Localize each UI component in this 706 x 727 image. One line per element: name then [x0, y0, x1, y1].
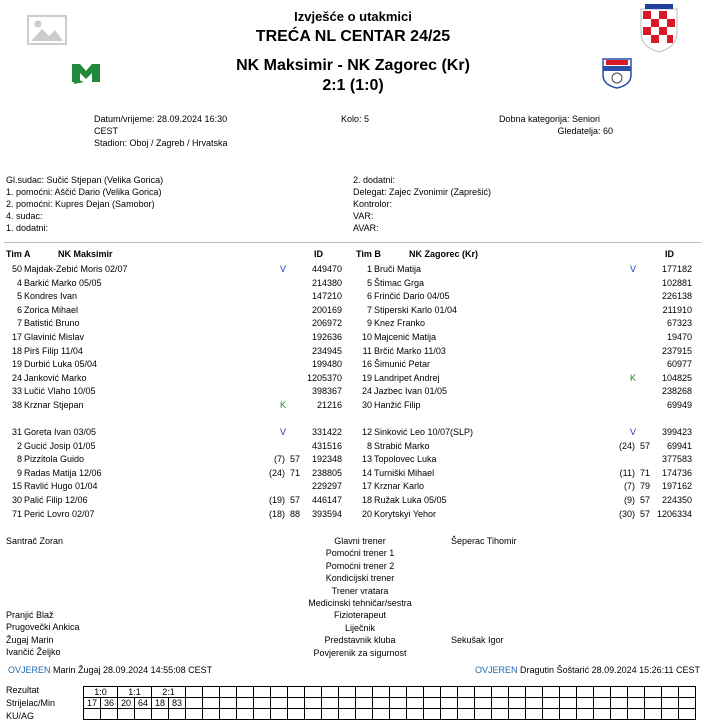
score-grid-cell [662, 687, 679, 698]
player-role-mark: K [630, 372, 637, 383]
staff-role: Pomoćni trener 1 [325, 548, 395, 559]
player-number: 24 [361, 386, 372, 397]
player-number: 24 [11, 372, 22, 383]
official-right: VAR: [353, 211, 374, 221]
score-grid-cell [645, 698, 662, 709]
staff-left-fizio: Pranjić Blaž [6, 610, 54, 620]
player-name: Strabić Marko [374, 440, 430, 451]
score-grid-cell [339, 687, 356, 698]
player-number: 30 [361, 400, 372, 410]
score-grid-cell [543, 687, 560, 698]
score-grid-cell [220, 709, 237, 720]
player-number: 4 [16, 277, 22, 288]
staff-role: Medicinski tehničar/sestra [308, 598, 412, 608]
staff-right-trener: Šeperac Tihomir [451, 536, 517, 546]
official-right: Delegat: Zajec Zvonimir (Zaprešić) [353, 187, 492, 197]
score-grid-cell [203, 687, 220, 698]
verified-tag-left: OVJEREN [8, 665, 51, 675]
score-grid-cell [577, 698, 594, 709]
player-number: 6 [16, 304, 22, 315]
player-number: 14 [361, 467, 372, 478]
staff-left-predstavnik: Žugaj Marin [6, 635, 54, 645]
staff-role: Povjerenik za sigurnost [313, 647, 407, 658]
score-grid-cell [560, 687, 577, 698]
player-sub-minute: (30) 57 [618, 508, 650, 519]
score-grid-cell [390, 698, 407, 709]
score-grid-cell [152, 709, 169, 720]
player-name: Zorica Mihael [24, 304, 79, 315]
player-name: Hanžić Filip [374, 400, 421, 410]
score-grid-cell [458, 687, 475, 698]
score-grid-cell [492, 698, 509, 709]
score-grid-cell [203, 709, 220, 720]
player-name: Šimunić Petar [374, 359, 431, 370]
player-id: 206972 [311, 318, 342, 329]
player-name: Topolovec Luka [374, 454, 437, 465]
player-role-mark: V [630, 427, 637, 437]
score-grid-cell [339, 698, 356, 709]
staff-role: Fizioterapeut [333, 610, 387, 621]
player-number: 13 [361, 454, 372, 465]
player-name: Jazbec Ivan 01/05 [374, 386, 448, 397]
player-number: 12 [361, 427, 372, 437]
player-name: Perić Lovro 02/07 [24, 508, 95, 519]
player-role-mark: V [630, 264, 637, 274]
player-id: 226138 [661, 291, 692, 302]
score-grid-cell [407, 709, 424, 720]
footer-label-scorer: Strijelac/Min [6, 698, 56, 708]
score-grid-cell [645, 687, 662, 698]
score-grid-cell [373, 687, 390, 698]
player-id: 19470 [666, 332, 692, 342]
player-id: 177182 [661, 264, 692, 274]
player-number: 18 [361, 495, 372, 505]
score-grid-cell [492, 687, 509, 698]
player-number: 5 [366, 277, 372, 288]
player-sub-minute: (24) 57 [618, 440, 650, 451]
player-role-mark: K [280, 400, 287, 410]
player-id: 431516 [311, 440, 342, 451]
player-name: Gucić Josip 01/05 [24, 440, 96, 451]
player-number: 6 [366, 291, 372, 302]
staff-role: Predstavnik kluba [324, 635, 396, 646]
score-grid-cell [254, 709, 271, 720]
footer-label-kuag: KU/AG [6, 711, 35, 721]
player-id: 199480 [311, 359, 342, 370]
score-grid-cell [305, 687, 322, 698]
player-sub-minute: (11) 71 [619, 467, 650, 478]
official-left: 1. pomoćni: Aščić Dario (Velika Gorica) [6, 187, 162, 197]
player-sub-minute: (7) 79 [623, 481, 650, 492]
player-id: 399423 [661, 427, 692, 437]
match-score: 2:1 (1:0) [322, 77, 384, 94]
score-grid-cell [186, 698, 203, 709]
player-number: 15 [11, 481, 22, 492]
verified-text-right: Dragutin Šoštarić 28.09.2024 15:26:11 CEST [520, 665, 700, 675]
player-id: 331422 [311, 427, 342, 437]
player-number: 31 [11, 427, 22, 437]
player-id: 398367 [311, 386, 342, 397]
player-name: Krznar Stjepan [24, 400, 84, 410]
score-grid-cell [237, 698, 254, 709]
score-grid-cell [509, 698, 526, 709]
player-name: Korytskyi Yehor [374, 508, 437, 519]
score-grid-cell [526, 709, 543, 720]
official-right: AVAR: [353, 223, 379, 233]
spectators: Gledatelja: 60 [557, 126, 613, 136]
player-name: Turniški Mihael [374, 467, 435, 478]
score-grid-cell [560, 709, 577, 720]
team-a-id-header: ID [314, 249, 323, 259]
score-grid-cell [220, 698, 237, 709]
player-sub-minute: (7) 57 [273, 454, 300, 465]
team-a-label: Tim A [6, 249, 31, 259]
player-name: Lučić Vlaho 10/05 [24, 386, 96, 397]
score-grid-row [84, 687, 696, 698]
score-grid-cell [390, 687, 407, 698]
player-name: Barkić Marko 05/05 [24, 277, 102, 288]
player-number: 1 [366, 264, 372, 274]
player-id: 197162 [661, 481, 692, 492]
score-grid-cell [288, 709, 305, 720]
player-id: 237915 [661, 345, 692, 356]
score-grid-cell: 36 [101, 698, 118, 709]
score-grid-cell [645, 709, 662, 720]
staff-right-predstavnik: Sekušak Igor [451, 635, 504, 645]
match-teams: NK Maksimir - NK Zagorec (Kr) [236, 57, 470, 74]
player-name: Knez Franko [374, 318, 426, 329]
player-id: 174736 [661, 467, 692, 478]
official-left: 2. pomoćni: Kupres Dejan (Samobor) [6, 199, 155, 209]
score-grid [83, 686, 696, 720]
score-grid-cell: 83 [169, 698, 186, 709]
score-grid-cell: 2:1 [152, 687, 186, 698]
player-role-mark: V [280, 264, 287, 274]
score-grid-cell [628, 709, 645, 720]
player-name: Glavinić Mislav [24, 332, 85, 342]
player-name: Radas Matija 12/06 [24, 467, 102, 478]
staff-left-povjerenik: Ivančić Željko [6, 647, 61, 657]
player-id: 21216 [316, 400, 342, 410]
player-number: 17 [11, 332, 22, 342]
player-id: 200169 [311, 304, 342, 315]
player-name: Sinković Leo 10/07(SLP) [374, 427, 474, 437]
score-grid-cell [305, 709, 322, 720]
score-grid-cell [594, 687, 611, 698]
score-grid-cell [611, 698, 628, 709]
score-grid-cell [237, 687, 254, 698]
player-number: 50 [11, 264, 22, 274]
player-number: 16 [361, 359, 372, 370]
official-left: Gl.sudac: Sučić Stjepan (Velika Gorica) [6, 175, 164, 185]
score-grid-cell: 20 [118, 698, 135, 709]
player-number: 9 [16, 467, 22, 478]
player-number: 9 [366, 318, 372, 329]
player-sub-minute: (24) 71 [268, 467, 300, 478]
score-grid-cell [186, 687, 203, 698]
player-id: 104825 [661, 372, 692, 383]
team-b-label: Tim B [356, 249, 381, 259]
score-grid-cell [373, 709, 390, 720]
score-grid-cell: 64 [135, 698, 152, 709]
official-right: Kontrolor: [353, 199, 393, 209]
player-number: 8 [366, 440, 372, 451]
score-grid-cell [220, 687, 237, 698]
match-datetime: Datum/vrijeme: 28.09.2024 16:30 [94, 114, 228, 124]
score-grid-cell [543, 709, 560, 720]
player-number: 5 [16, 291, 22, 302]
score-grid-cell [424, 709, 441, 720]
player-name: Stiperski Karlo 01/04 [374, 304, 458, 315]
player-name: Landripet Andrej [374, 372, 440, 383]
player-sub-minute: (9) 57 [623, 495, 650, 505]
score-grid-cell [577, 687, 594, 698]
score-grid-cell [424, 698, 441, 709]
player-name: Pirš Filip 11/04 [24, 345, 83, 356]
score-grid-cell: 18 [152, 698, 169, 709]
player-id: 446147 [311, 495, 342, 505]
report-title: Izvješće o utakmici [294, 9, 412, 24]
player-name: Batistić Bruno [24, 318, 80, 329]
staff-role: Liječnik [344, 622, 375, 633]
staff-role: Pomoćni trener 2 [325, 560, 395, 571]
player-number: 7 [366, 304, 372, 315]
score-grid-cell [594, 709, 611, 720]
score-grid-cell [356, 709, 373, 720]
score-grid-cell [356, 687, 373, 698]
score-grid-cell [339, 709, 356, 720]
player-name: Durbić Luka 05/04 [24, 359, 98, 370]
team-b-id-header: ID [665, 249, 674, 259]
verification-left [8, 664, 212, 676]
player-id: 449470 [311, 264, 342, 274]
score-grid-cell [458, 698, 475, 709]
verified-text-left: Marin Žugaj 28.09.2024 14:55:08 CEST [53, 665, 213, 675]
player-id: 211910 [662, 304, 692, 315]
player-name: Janković Marko [24, 372, 87, 383]
player-name: Goreta Ivan 03/05 [24, 427, 97, 437]
score-grid-cell [543, 698, 560, 709]
player-id: 192636 [311, 332, 342, 342]
player-number: 8 [16, 454, 22, 465]
score-grid-cell [203, 698, 220, 709]
score-grid-cell [577, 709, 594, 720]
score-grid-cell [322, 687, 339, 698]
score-grid-cell: 1:1 [118, 687, 152, 698]
score-grid-cell [679, 687, 696, 698]
score-grid-cell [186, 709, 203, 720]
player-name: Ružak Luka 05/05 [374, 495, 447, 505]
score-grid-cell [458, 709, 475, 720]
official-right: 2. dodatni: [353, 175, 396, 185]
score-grid-cell [475, 687, 492, 698]
score-grid-cell [135, 709, 152, 720]
score-grid-cell [237, 709, 254, 720]
score-grid-cell [628, 698, 645, 709]
player-sub-minute: (18) 88 [268, 508, 300, 519]
player-id: 1205370 [306, 372, 342, 383]
score-grid-cell [288, 687, 305, 698]
player-name: Štimac Grga [374, 277, 425, 288]
score-grid-cell [322, 698, 339, 709]
score-grid-row [84, 709, 696, 720]
player-id: 60977 [666, 359, 692, 370]
score-grid-row [84, 698, 696, 709]
score-grid-cell [526, 687, 543, 698]
score-grid-cell [390, 709, 407, 720]
match-stadium: Stadion: Oboj / Zagreb / Hrvatska [94, 138, 228, 148]
staff-role: Trener vratara [331, 585, 389, 596]
league-title: TREĆA NL CENTAR 24/25 [255, 28, 451, 45]
player-id: 102881 [661, 277, 692, 288]
score-grid-cell [169, 709, 186, 720]
score-grid-cell [662, 709, 679, 720]
score-grid-cell [118, 709, 135, 720]
team-a-name: NK Maksimir [58, 249, 113, 259]
player-id: 69941 [666, 440, 692, 451]
staff-left-lijecnik: Prugovečki Ankica [6, 622, 80, 632]
player-number: 30 [11, 495, 22, 505]
score-grid-cell [356, 698, 373, 709]
player-sub-minute: (19) 57 [268, 495, 300, 505]
score-grid-cell [560, 698, 577, 709]
player-name: Frinčić Dario 04/05 [374, 291, 450, 302]
team-b-name: NK Zagorec (Kr) [409, 249, 479, 259]
player-number: 71 [11, 508, 22, 519]
staff-left-trener: Santrač Zoran [6, 536, 64, 546]
official-left: 4. sudac: [6, 211, 43, 221]
score-grid-cell [254, 698, 271, 709]
score-grid-cell [441, 698, 458, 709]
player-name: Palić Filip 12/06 [24, 495, 88, 505]
official-left: 1. dodatni: [6, 223, 49, 233]
player-id: 69949 [666, 400, 692, 410]
divider [4, 242, 701, 243]
player-name: Majcenić Matija [374, 332, 437, 342]
score-grid-cell [679, 698, 696, 709]
player-id: 67323 [666, 318, 692, 329]
player-id: 229297 [311, 481, 342, 492]
player-name: Kondres Ivan [24, 291, 78, 302]
player-number: 17 [361, 481, 372, 492]
player-name: Krznar Karlo [374, 481, 425, 492]
score-grid-cell [254, 687, 271, 698]
player-number: 38 [11, 400, 22, 410]
score-grid-cell [611, 687, 628, 698]
age-category: Dobna kategorija: Seniori [498, 114, 600, 124]
player-id: 224350 [661, 495, 692, 505]
score-grid-cell [271, 698, 288, 709]
player-number: 19 [11, 359, 22, 370]
score-grid-cell [679, 709, 696, 720]
verified-tag-right: OVJEREN [475, 665, 518, 675]
staff-role: Glavni trener [334, 536, 386, 546]
score-grid-cell [407, 698, 424, 709]
score-grid-cell [84, 709, 101, 720]
player-id: 238805 [311, 467, 342, 478]
score-grid-cell [509, 709, 526, 720]
player-id: 214380 [311, 277, 342, 288]
score-grid-cell [509, 687, 526, 698]
match-timezone: CEST [94, 126, 119, 136]
player-id: 377583 [661, 454, 692, 465]
player-role-mark: V [280, 427, 287, 437]
footer-label-result: Rezultat [6, 685, 40, 695]
score-grid-cell: 1:0 [84, 687, 118, 698]
player-name: Bruči Matija [374, 264, 422, 274]
score-grid-cell [373, 698, 390, 709]
player-number: 10 [361, 332, 372, 342]
score-grid-cell [305, 698, 322, 709]
score-grid-cell [288, 698, 305, 709]
score-grid-cell: 17 [84, 698, 101, 709]
score-grid-cell [475, 698, 492, 709]
player-id: 393594 [311, 508, 342, 519]
player-name: Majdak-Zebić Moris 02/07 [24, 264, 128, 274]
player-number: 20 [361, 508, 372, 519]
score-grid-cell [407, 687, 424, 698]
score-grid-cell [492, 709, 509, 720]
player-id: 1206334 [656, 508, 692, 519]
score-grid-cell [628, 687, 645, 698]
verification-right [475, 664, 700, 676]
score-grid-cell [611, 709, 628, 720]
player-name: Pizzitola Guido [24, 454, 85, 465]
player-name: Ravlić Hugo 01/04 [24, 481, 98, 492]
player-id: 147210 [311, 291, 342, 302]
player-number: 33 [11, 386, 22, 397]
player-id: 234945 [311, 345, 342, 356]
player-number: 18 [11, 345, 22, 356]
score-grid-cell [271, 709, 288, 720]
player-number: 19 [361, 372, 372, 383]
score-grid-cell [526, 698, 543, 709]
score-grid-cell [662, 698, 679, 709]
score-grid-cell [441, 709, 458, 720]
player-id: 192348 [311, 454, 342, 465]
score-grid-cell [475, 709, 492, 720]
score-grid-cell [322, 709, 339, 720]
player-id: 238268 [661, 386, 692, 397]
staff-role: Kondicijski trener [325, 573, 395, 584]
score-grid-cell [594, 698, 611, 709]
player-number: 7 [16, 318, 22, 329]
player-number: 11 [362, 345, 372, 356]
score-grid-cell [441, 687, 458, 698]
player-number: 2 [16, 440, 22, 451]
score-grid-cell [424, 687, 441, 698]
score-grid-cell [101, 709, 118, 720]
match-round: Kolo: 5 [341, 114, 370, 124]
player-name: Brčić Marko 11/03 [374, 345, 446, 356]
score-grid-cell [271, 687, 288, 698]
